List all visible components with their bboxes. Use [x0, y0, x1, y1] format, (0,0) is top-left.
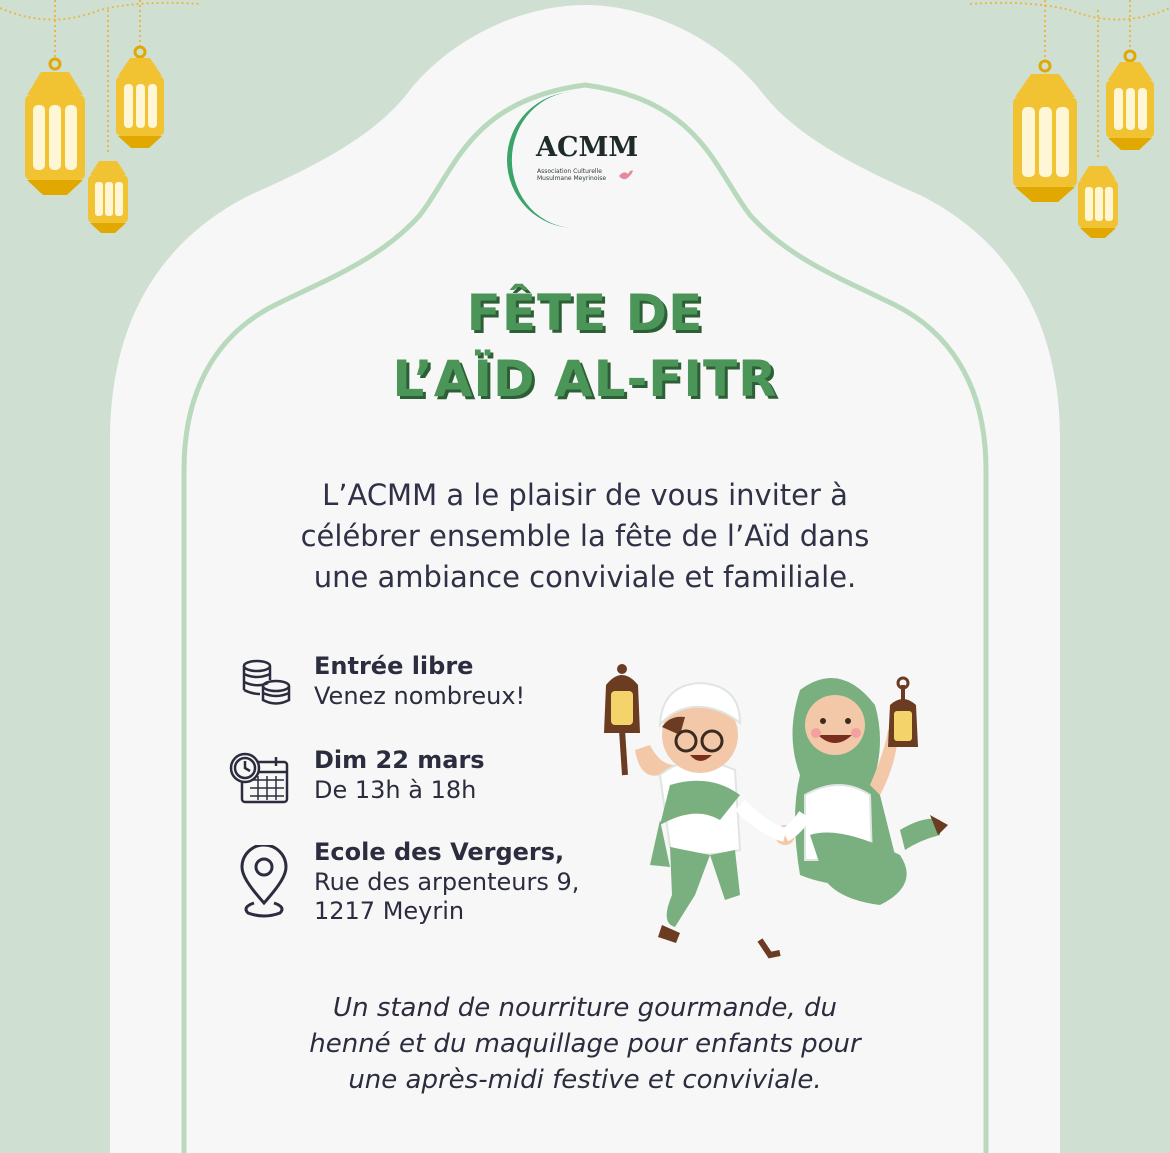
entry-title: Entrée libre: [314, 652, 474, 680]
page-title-line2: L’AÏD AL-FITR: [392, 350, 778, 408]
lantern-left-group: [0, 0, 200, 240]
location-pin-icon: [238, 845, 290, 920]
coins-icon: [240, 658, 292, 708]
children-lanterns-illustration: [600, 655, 955, 970]
logo-name: ACMM: [536, 132, 639, 163]
intro-text: L’ACMM a le plaisir de vous inviter à célébrer ensemble la fête de l’Aïd dans une ambiance conviviale et familiale.: [300, 478, 870, 594]
date-subtitle: De 13h à 18h: [314, 776, 477, 804]
clock-calendar-icon: [228, 748, 290, 806]
page-title-line1: FÊTE DE: [466, 284, 704, 342]
location-address-line1: Rue des arpenteurs 9,: [314, 868, 580, 896]
lantern-right-group: [970, 0, 1170, 240]
location-address-line2: 1217 Meyrin: [314, 897, 465, 925]
entry-subtitle: Venez nombreux!: [314, 682, 526, 710]
date-title: Dim 22 mars: [314, 746, 485, 774]
logo-subtitle: Association Culturelle Musulmane Meyrinoise: [537, 168, 607, 182]
closing-text: Un stand de nourriture gourmande, du henné et du maquillage pour enfants pour une après-midi festive et conviviale.: [309, 993, 861, 1095]
location-title: Ecole des Vergers,: [314, 838, 565, 866]
dove-icon: [618, 168, 634, 182]
